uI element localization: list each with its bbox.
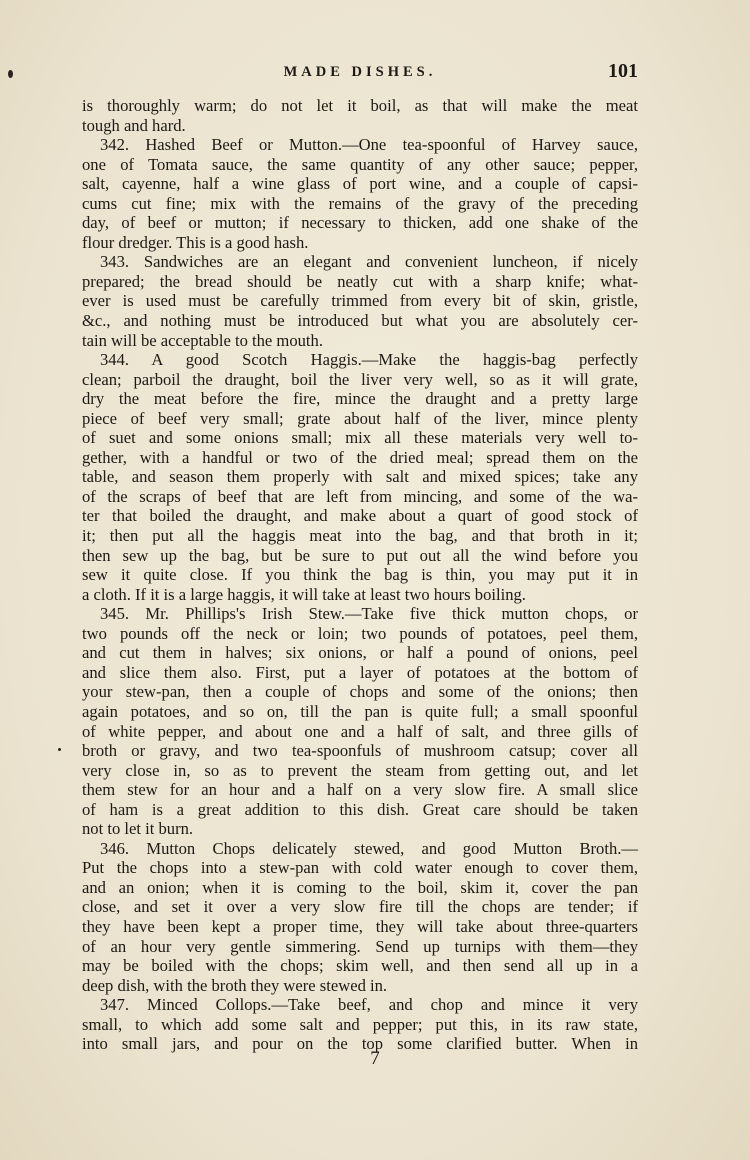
body-text xyxy=(82,96,638,1054)
text-line: of white pepper, and about one and a half of salt, and three gills of xyxy=(82,721,638,741)
text-line: broth or gravy, and two tea-spoonfuls of mushroom catsup; cover all xyxy=(82,741,638,761)
text-line: flour dredger. This is a good hash. xyxy=(82,232,309,252)
text-line: sew it quite close. If you think the bag is thin, you may put it in xyxy=(82,565,638,585)
text-line: and cut them in halves; six onions, or half a pound of onions, peel xyxy=(82,643,638,663)
text-line: gether, with a handful or two of the dried meal; spread them on the xyxy=(82,447,638,467)
text-line: prepared; the bread should be neatly cut with a sharp knife; what- xyxy=(82,271,638,291)
text-line: small, to which add some salt and pepper; put this, in its raw state, xyxy=(82,1014,638,1034)
text-line: deep dish, with the broth they were stewed in. xyxy=(82,975,388,995)
text-line: your stew-pan, then a couple of chops and some of the onions; then xyxy=(82,682,638,702)
text-line: 347. Minced Collops.—Take beef, and chop and mince it very xyxy=(100,995,638,1015)
text-line: one of Tomata sauce, the same quantity of any other sauce; pepper, xyxy=(82,154,638,174)
text-line: two pounds off the neck or loin; two pounds of potatoes, peel them, xyxy=(82,623,638,643)
text-line: may be boiled with the chops; skim well, and then send all up in a xyxy=(82,956,638,976)
text-line: 346. Mutton Chops delicately stewed, and good Mutton Broth.— xyxy=(100,838,638,858)
text-line: ever is used must be carefully trimmed from every bit of skin, gristle, xyxy=(82,291,638,311)
text-line: then sew up the bag, but be sure to put out all the wind before you xyxy=(82,545,638,565)
text-line: close, and set it over a very slow fire till the chops are tender; if xyxy=(82,897,638,917)
text-line: of ham is a great addition to this dish. Great care should be taken xyxy=(82,799,638,819)
text-line: they have been kept a proper time, they will take about three-quarters xyxy=(82,916,638,936)
text-line: clean; parboil the draught, boil the liver very well, so as it will grate, xyxy=(82,369,638,389)
text-line: 345. Mr. Phillips's Irish Stew.—Take five thick mutton chops, or xyxy=(100,604,638,624)
text-line: Put the chops into a stew-pan with cold water enough to cover them, xyxy=(82,858,638,878)
text-line: ter that boiled the draught, and make about a quart of good stock of xyxy=(82,506,638,526)
text-line: table, and season them properly with salt and mixed spices; take any xyxy=(82,467,638,487)
text-line: into small jars, and pour on the top some clarified butter. When in xyxy=(82,1034,638,1054)
text-line: &c., and nothing must be introduced but what you are absolutely cer- xyxy=(82,311,638,331)
text-line: them stew for an hour and a half on a very slow fire. A small slice xyxy=(82,780,638,800)
text-line: 344. A good Scotch Haggis.—Make the haggis-bag perfectly xyxy=(100,350,638,370)
section-title: MADE DISHES. xyxy=(283,64,437,80)
ink-speck xyxy=(58,748,61,751)
text-line: cums cut fine; mix with the remains of the gravy of the preceding xyxy=(82,193,638,213)
ink-speck xyxy=(8,70,13,78)
text-line: 342. Hashed Beef or Mutton.—One tea-spoonful of Harvey sauce, xyxy=(100,135,638,155)
text-line: day, of beef or mutton; if necessary to thicken, add one shake of the xyxy=(82,213,638,233)
text-line: of suet and some onions small; mix all these materials very well to- xyxy=(82,428,638,448)
text-line: tough and hard. xyxy=(82,115,186,135)
text-line: again potatoes, and so on, till the pan is quite full; a small spoonful xyxy=(82,701,638,721)
text-line: dry the meat before the fire, mince the draught and a pretty large xyxy=(82,389,638,409)
text-line: and an onion; when it is coming to the boil, skim it, cover the pan xyxy=(82,877,638,897)
text-line: a cloth. If it is a large haggis, it will take at least two hours boiling. xyxy=(82,584,526,604)
signature-mark: 7 xyxy=(370,1048,380,1069)
text-line: and slice them also. First, put a layer of potatoes at the bottom of xyxy=(82,662,638,682)
text-line: 343. Sandwiches are an elegant and convenient luncheon, if nicely xyxy=(100,252,638,272)
text-line: salt, cayenne, half a wine glass of port wine, and a couple of capsi- xyxy=(82,174,638,194)
text-line: it; then put all the haggis meat into the bag, and that broth in it; xyxy=(82,526,638,546)
running-head xyxy=(82,60,638,86)
text-line: not to let it burn. xyxy=(82,819,194,839)
text-line: piece of beef very small; grate about half of the liver, mince plenty xyxy=(82,408,638,428)
text-line: is thoroughly warm; do not let it boil, as that will make the meat xyxy=(82,96,638,115)
text-line: tain will be acceptable to the mouth. xyxy=(82,330,323,350)
page-number: 101 xyxy=(608,60,638,82)
text-line: of an hour very gentle simmering. Send up turnips with them—they xyxy=(82,936,638,956)
text-line: very close in, so as to prevent the steam from getting out, and let xyxy=(82,760,638,780)
text-line: of the scraps of beef that are left from mincing, and some of the wa- xyxy=(82,486,638,506)
